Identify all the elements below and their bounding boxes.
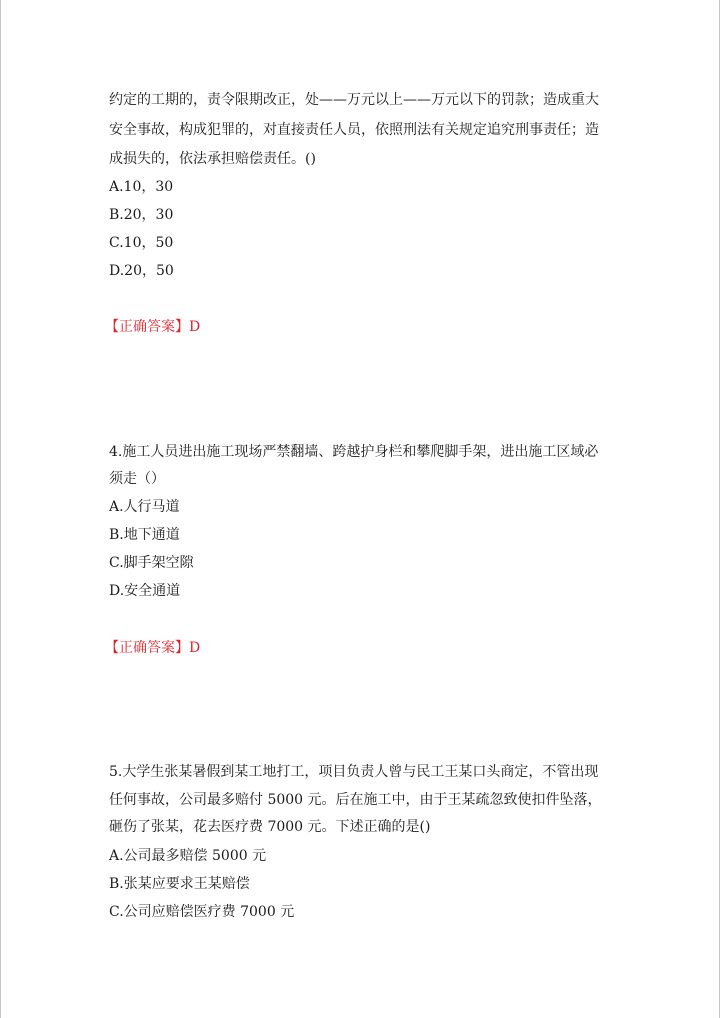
q3-answer-label: 【正确答案】 <box>105 319 189 335</box>
q3-option-d: D.20，50 <box>109 263 174 279</box>
q5-option-b: B.张某应要求王某赔偿 <box>109 876 250 892</box>
q5-option-a: A.公司最多赔偿 5000 元 <box>109 848 267 864</box>
q3-answer-value: D <box>189 319 201 335</box>
q3-option-a: A.10，30 <box>109 179 174 195</box>
q4-option-b: B.地下通道 <box>109 527 180 543</box>
q4-option-c: C.脚手架空隙 <box>109 555 194 571</box>
q4-stem-line-1: 4.施工人员进出施工现场严禁翻墙、跨越护身栏和攀爬脚手架，进出施工区域必 <box>109 444 599 460</box>
q3-stem-line-1: 约定的工期的，责令限期改正，处——万元以上——万元以下的罚款；造成重大 <box>109 92 599 108</box>
q4-answer-value: D <box>189 640 201 656</box>
q3-stem-line-3: 成损失的，依法承担赔偿责任。() <box>109 151 316 167</box>
q4-stem-line-2: 须走（） <box>109 471 165 487</box>
q5-stem-line-1: 5.大学生张某暑假到某工地打工，项目负责人曾与民工王某口头商定，不管出现 <box>109 764 599 780</box>
q3-option-b: B.20，30 <box>109 207 174 223</box>
q3-answer <box>105 313 200 341</box>
q3-option-c: C.10，50 <box>109 235 174 251</box>
q5-option-c: C.公司应赔偿医疗费 7000 元 <box>109 904 295 920</box>
q4-answer <box>105 634 200 662</box>
q5-stem-line-3: 砸伤了张某，花去医疗费 7000 元。下述正确的是() <box>109 819 431 835</box>
q4-option-d: D.安全通道 <box>109 583 181 599</box>
q4-option-a: A.人行马道 <box>109 499 180 515</box>
q4-answer-label: 【正确答案】 <box>105 640 189 656</box>
q5-stem-line-2: 任何事故，公司最多赔付 5000 元。后在施工中，由于王某疏忽致使扣件坠落， <box>109 792 602 808</box>
q3-stem-line-2: 安全事故，构成犯罪的，对直接责任人员，依照刑法有关规定追究刑事责任；造 <box>109 122 599 138</box>
